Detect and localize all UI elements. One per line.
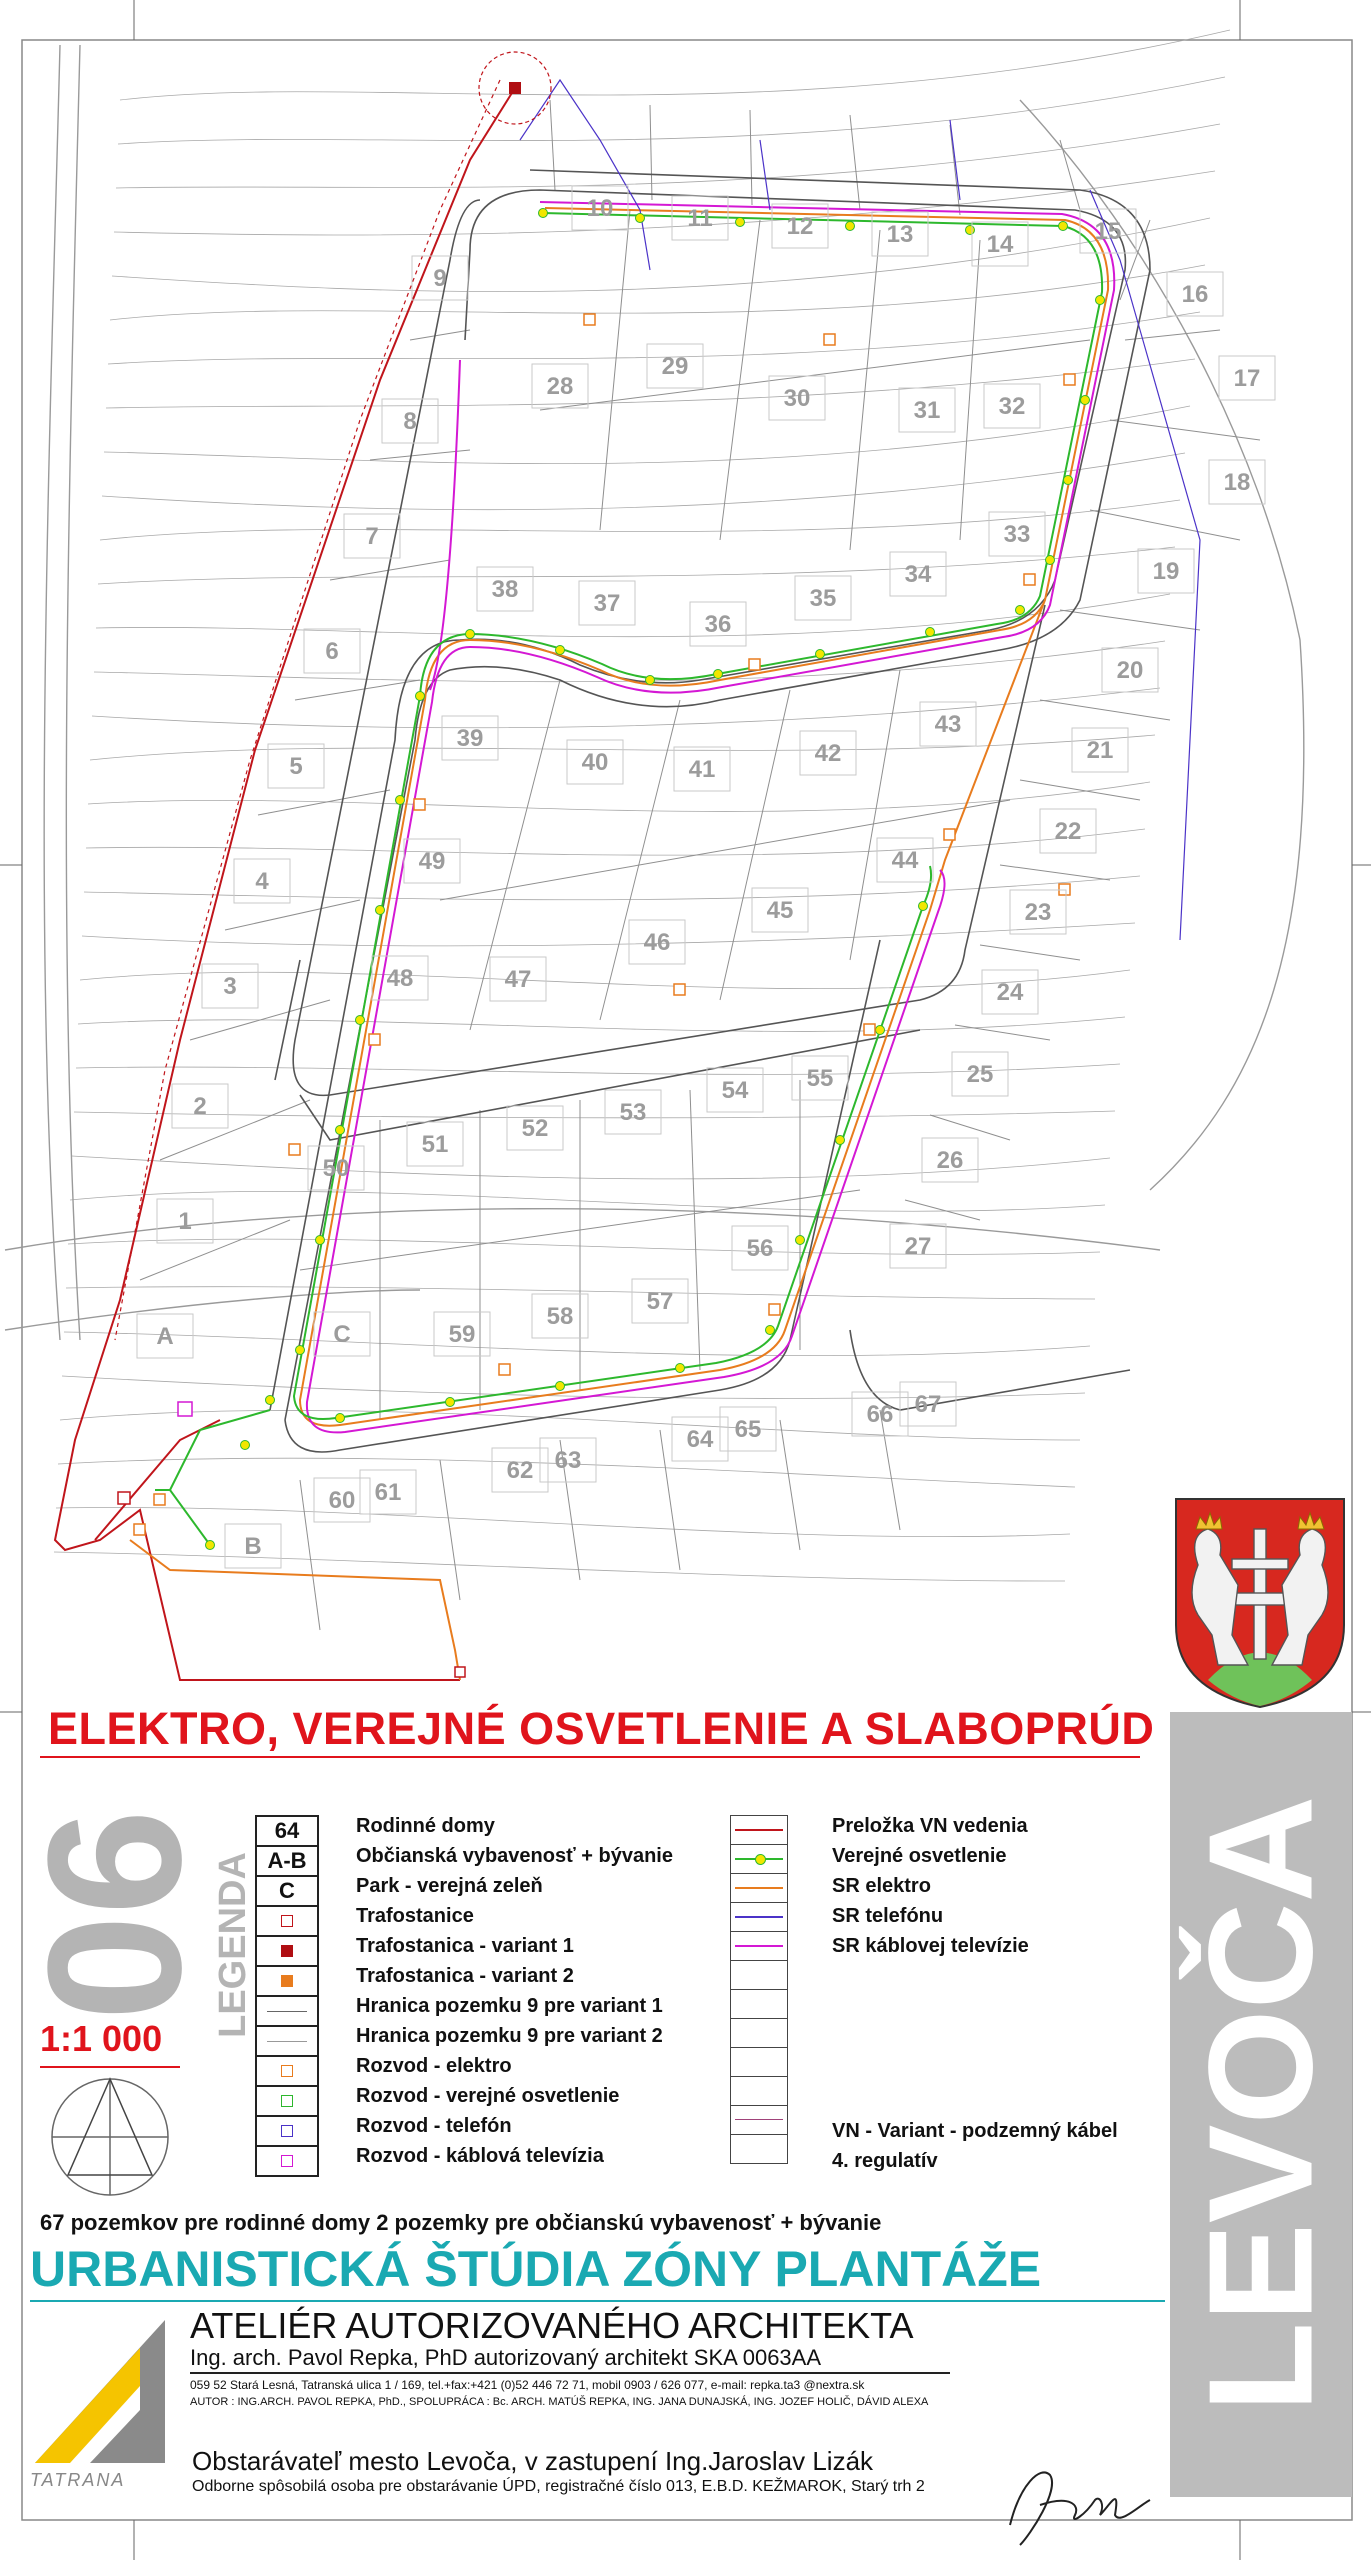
plot-number: 67 [914,1391,942,1418]
lighting-point [646,676,655,685]
lighting-point [736,218,745,227]
parcel-line [300,1480,320,1630]
parcel-line [750,110,752,205]
contour-line [74,1111,1115,1118]
office-name: ATELIÉR AUTORIZOVANÉHO ARCHITEKTA [190,2305,914,2346]
plot-number: 42 [814,740,842,767]
distribution-box [944,829,955,840]
road-network [270,170,1150,1452]
contour-line [116,124,1220,188]
plot-number: 32 [998,393,1026,420]
lighting-point [466,630,475,639]
contour-line [98,547,1175,584]
legend-label: Rodinné domy [356,1815,495,1837]
legend-codes [255,1815,319,2177]
scale-underline [40,2066,180,2068]
plot-number: 40 [581,749,609,776]
contour-line [112,218,1210,292]
plot-number: 34 [904,561,932,588]
plot-number: 25 [966,1061,994,1088]
north-arrow [40,2075,180,2200]
plot-number: 9 [433,265,447,292]
parcel-line [780,1420,800,1550]
contour-line [86,829,1145,855]
lighting-point [926,628,935,637]
lighting-point [836,1136,845,1145]
plot-number: 20 [1116,657,1144,684]
client-subline: Odborne spôsobilá osoba pre obstarávanie ÚPD, registračné číslo 013, E.B.D. KEŽMAROK, Starý trh 2 [192,2478,925,2495]
legend-label: Občianská vybavenosť + bývanie [356,1845,673,1867]
plot-number: 55 [806,1065,834,1092]
lighting-point [846,222,855,231]
plot-number: 22 [1054,818,1082,845]
site-plan-map [0,40,1371,1700]
tatrana-brand: TATRANA [30,2470,126,2490]
office-contact: 059 52 Stará Lesná, Tatranská ulica 1 / 169, tel.+fax:+421 (0)52 446 72 71, mobil 0903 / 626 077, e-mail: repka.ta3 @nextra.sk [190,2378,865,2392]
lighting-point [376,906,385,915]
plot-number: 35 [809,585,837,612]
cable-tv-box [178,1402,192,1416]
lighting-point [356,1016,365,1025]
transformer-variant-1 [509,82,521,94]
plot-number: 13 [886,221,914,248]
lighting-point [556,646,565,655]
legend-line-electro [730,1873,788,1902]
plot-number: 66 [866,1401,894,1428]
parcel-line [880,1410,900,1530]
distribution-box [864,1024,875,1035]
parcel-line [720,220,760,540]
legend-code-house: 64 [255,1815,319,1845]
plot-number: 8 [403,408,417,435]
town-name-text: LEVOČA [1178,1795,1344,2413]
distribution-box [749,659,760,670]
plot-number: 54 [721,1077,749,1104]
legend-label: Trafostanica - variant 1 [356,1935,574,1957]
plot-number: 6 [325,638,339,665]
plot-number: 63 [554,1447,582,1474]
plot-number: 47 [504,966,532,993]
parcel-line [1040,700,1170,720]
legend-code-civic: A-B [255,1845,319,1875]
plot-number: 60 [328,1487,356,1514]
distribution-box [154,1494,165,1505]
hv-line-relocation [55,88,515,1680]
title-underline [40,1756,1140,1758]
lighting-point [636,214,645,223]
plot-number: 1 [178,1208,192,1235]
legend-symbol-cell [255,2115,319,2145]
lighting-point [539,209,548,218]
plot-number: 62 [506,1457,534,1484]
plot-number: 24 [996,979,1024,1006]
lighting-point [766,1326,775,1335]
tatrana-logo [30,2318,170,2468]
plot-number: 23 [1024,899,1052,926]
town-name [1170,1712,1352,2497]
distribution-box [1064,374,1075,385]
lighting-point [316,1236,325,1245]
contour-line [108,312,1200,364]
plot-number: 61 [374,1479,402,1506]
parcel-line [690,1090,700,1370]
parcel-line [1000,865,1110,880]
plot-number: 21 [1086,737,1114,764]
scale: 1:1 000 [40,2018,163,2059]
legend-line-empty [730,2047,788,2076]
plot-number: 51 [421,1131,449,1158]
distribution-box [369,1034,380,1045]
parcel-line [600,210,630,530]
parcel-line [225,900,360,930]
legend-symbol-cell [255,1965,319,1995]
distribution-box [674,984,685,995]
parcel-line [1110,420,1260,440]
cable-tv-route [307,202,1114,1432]
legend-label: Rozvod - telefón [356,2115,512,2137]
parcel-line [550,100,555,190]
contour-line [64,1332,1090,1356]
plot-number: 56 [746,1235,774,1262]
parcel-line [980,945,1080,960]
legend-label: Hranica pozemku 9 pre variant 2 [356,2025,663,2047]
plot-number: 7 [365,523,379,550]
lighting-point [1059,222,1068,231]
plot-number: B [244,1533,262,1560]
legend-symbol-cell [255,2085,319,2115]
legend-symbol-cell [255,2055,319,2085]
legend-label: VN - Variant - podzemný kábel [832,2120,1118,2142]
plot-number: 41 [688,756,716,783]
lighting-point [966,226,975,235]
legend-line-hv [730,1815,788,1844]
contour-line [78,1017,1125,1031]
plot-number: 37 [593,590,621,617]
lighting-point [1096,296,1105,305]
parcel-line [850,230,880,550]
transformer-station [455,1667,465,1677]
lighting-point [296,1346,305,1355]
plot-number: 58 [546,1303,574,1330]
legend-symbol-cell [255,1905,319,1935]
plot-number: 57 [646,1288,674,1315]
contour-line [76,1064,1120,1074]
architect-underline [190,2372,950,2374]
levoca-coat-of-arms [1168,1495,1352,1710]
plot-number: 2 [193,1093,207,1120]
distribution-box [134,1524,145,1535]
plot-number: 59 [448,1321,476,1348]
plot-number: 46 [643,929,671,956]
legend-line-variant [730,2105,788,2134]
plot-number: A [156,1323,174,1350]
plot-number: 65 [734,1416,762,1443]
legend-label: SR elektro [832,1875,931,1897]
lighting-point [1016,606,1025,615]
legend-symbol-cell [255,2145,319,2177]
lighting-point [446,1398,455,1407]
parcel-line [930,1115,1010,1140]
lighting-point [336,1414,345,1423]
contour-line [104,406,1190,464]
contour-line [88,782,1150,811]
lighting-point [714,670,723,679]
legend-symbol-cell [255,2025,319,2055]
plots-summary: 67 pozemkov pre rodinné domy 2 pozemky pre občianskú vybavenosť + bývanie [40,2210,882,2235]
parcel-line [440,1460,460,1600]
legend-label: Park - verejná zeleň [356,1875,543,1897]
study-title: URBANISTICKÁ ŠTÚDIA ZÓNY PLANTÁŽE [30,2241,1042,2297]
lighting-point [416,692,425,701]
legend-label: Preložka VN vedenia [832,1815,1028,1837]
legend-label: Hranica pozemku 9 pre variant 1 [356,1995,663,2017]
plot-number: 17 [1233,365,1261,392]
distribution-box [824,334,835,345]
contour-line [56,1507,1070,1536]
distribution-box [1024,574,1035,585]
legend-heading-text: LEGENDA [212,1852,254,2038]
parcel-line [905,1200,980,1220]
legend-symbol-cell [255,1935,319,1965]
plot-number: 50 [322,1155,350,1182]
plot-number: 3 [223,973,237,1000]
lighting-point [206,1541,215,1550]
distribution-box [289,1144,300,1155]
study-title-underline [30,2300,1165,2302]
plot-number: 15 [1094,218,1122,245]
office-coauthors: AUTOR : ING.ARCH. PAVOL REPKA, PhD., SPOLUPRÁCA : Bc. ARCH. MATÚŠ REPKA, ING. JANA DUNAJSKÁ, ING. JOZEF HOLIČ, DÁVID ALEXA [190,2396,929,2408]
plot-number: 4 [255,868,269,895]
plot-number: 64 [686,1426,714,1453]
plot-number: 30 [783,385,811,412]
transformer-station [118,1492,130,1504]
plot-number: 48 [386,965,414,992]
lighting-point [876,1026,885,1035]
legend-line-empty [730,2018,788,2047]
lighting-point [396,796,405,805]
client-line: Obstarávateľ mesto Levoča, v zastupení Ing.Jaroslav Lizák [192,2446,874,2476]
parcel-line [1060,610,1200,630]
contour-line [92,688,1160,728]
sheet-number-text: 06 [9,1809,221,2021]
legend-heading [208,1835,258,2055]
plot-number: 33 [1003,521,1031,548]
legend-label: Rozvod - verejné osvetlenie [356,2085,620,2107]
lighting-point [796,1236,805,1245]
legend-line-empty [730,2076,788,2105]
lighting-point [241,1441,250,1450]
lighting-points [206,209,1105,1550]
plot-number: 36 [704,611,732,638]
plot-number: 19 [1152,558,1180,585]
plot-number: 52 [521,1115,549,1142]
plot-number: 53 [619,1099,647,1126]
legend-label: Verejné osvetlenie [832,1845,1007,1867]
lighting-feeder [155,1410,270,1545]
plot-number: 11 [687,205,713,232]
contour-line [118,77,1225,144]
signature [990,2445,1170,2555]
utility-networks [55,80,1200,1680]
public-lighting-route [294,213,1102,1419]
electro-feeder [130,1540,460,1680]
lighting-point [556,1382,565,1391]
parcel-line [950,125,960,215]
contour-line [94,641,1165,682]
lighting-point [266,1396,275,1405]
plot-number: 49 [418,848,446,875]
legend-label: Rozvod - elektro [356,2055,512,2077]
plot-number: 31 [913,397,941,424]
terrain-contours [54,30,1230,1581]
lighting-point [336,1126,345,1135]
electro-route [300,208,1108,1426]
plot-number: 28 [546,373,574,400]
plan-title: ELEKTRO, VEREJNÉ OSVETLENIE A SLABOPRÚD [48,1703,1155,1754]
plot-number: 14 [986,231,1014,258]
plot-number: 45 [766,897,794,924]
parcel-line [960,240,980,540]
legend-label: SR káblovej televízie [832,1935,1029,1957]
contour-line [96,594,1170,637]
legend-line-empty [730,2134,788,2164]
parcel-line [140,1220,290,1280]
distribution-box [499,1364,510,1375]
plot-number: 18 [1223,469,1251,496]
legend-line-samples [730,1815,788,2164]
legend-line-empty [730,1960,788,1989]
legend-line-lighting [730,1844,788,1873]
plot-number: 44 [891,847,919,874]
sheet-number [9,1795,221,2035]
contour-line [110,265,1205,320]
legend-line-cable-tv [730,1931,788,1960]
parcel-line [955,1025,1050,1040]
parcel-line [850,670,900,960]
office-architect: Ing. arch. Pavol Repka, PhD autorizovaný architekt SKA 0063AA [190,2345,822,2370]
legend-label: Rozvod - káblová televízia [356,2145,604,2167]
lighting-point [1081,396,1090,405]
legend-label: 4. regulatív [832,2150,938,2172]
parcel-line [160,1100,310,1160]
plot-number: 5 [289,753,303,780]
legend-line-empty [730,1989,788,2018]
parcel-line [258,790,390,815]
lighting-point [816,650,825,659]
contour-line [54,1552,1065,1581]
lighting-point [676,1364,685,1373]
plot-number: 27 [904,1233,932,1260]
plot-number: 12 [786,213,814,240]
parcel-line [1060,140,1080,210]
distribution-box [769,1304,780,1315]
parcel-line [410,330,470,340]
plot-number: 29 [661,353,689,380]
parcel-line [660,1430,680,1570]
plot-number: 26 [936,1147,964,1174]
distribution-box [584,314,595,325]
legend-label: SR telefónu [832,1905,944,1927]
plot-number: 43 [934,711,962,738]
legend-symbol-cell [255,1995,319,2025]
legend-line-telephone [730,1902,788,1931]
parcel-line [650,105,652,200]
legend-label: Trafostanice [356,1905,474,1927]
lighting-point [1064,476,1073,485]
plot-number: 16 [1181,281,1209,308]
contour-line [120,30,1230,100]
contour-line [102,453,1185,510]
lighting-point [919,902,928,911]
plot-number: 38 [491,576,519,603]
lighting-point [1046,556,1055,565]
distribution-box [414,799,425,810]
contour-line [80,970,1130,989]
legend-code-park: C [255,1875,319,1905]
parcel-line [1125,330,1220,340]
parcel-line [1090,510,1240,540]
plot-number: 39 [456,725,484,752]
legend-label: Trafostanica - variant 2 [356,1965,574,1987]
plot-number: 10 [586,195,614,222]
plot-number: C [333,1321,351,1348]
